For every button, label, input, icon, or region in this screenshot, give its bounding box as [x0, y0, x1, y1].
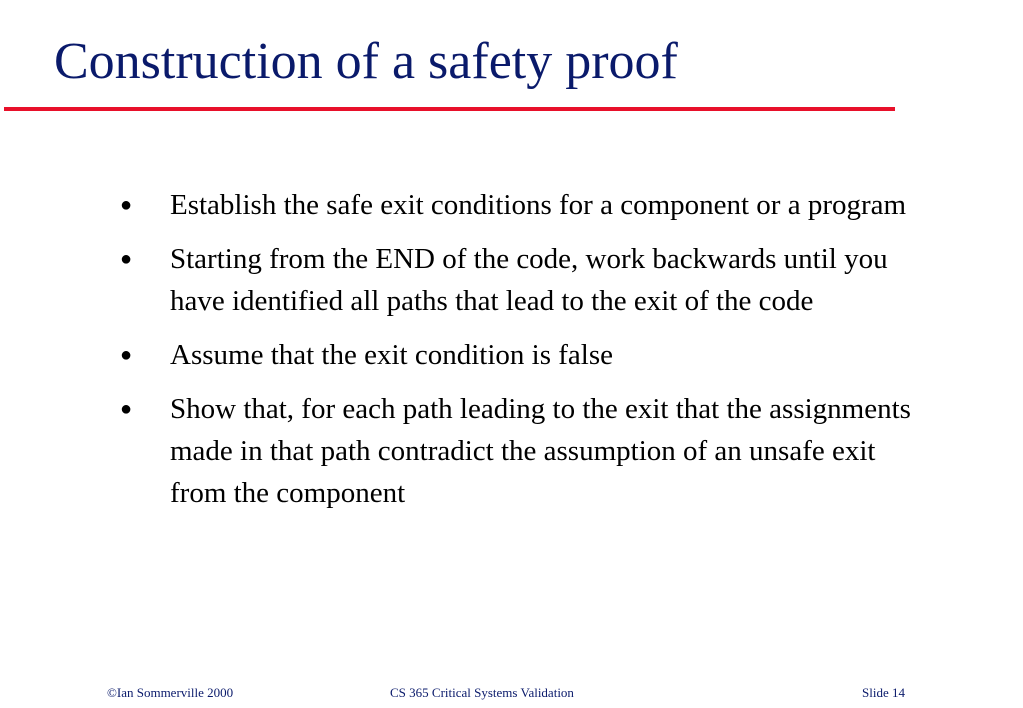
bullet-item	[120, 334, 920, 376]
bullet-item	[120, 184, 920, 226]
bullet-dot-icon: ●	[120, 344, 133, 366]
bullet-dot-icon: ●	[120, 398, 133, 420]
bullet-text: Starting from the END of the code, work backwards until you have identified all paths that lead to the exit of the code	[170, 243, 888, 317]
bullet-dot-icon: ●	[120, 248, 133, 270]
bullet-text: Establish the safe exit conditions for a component or a program	[170, 189, 907, 221]
bullet-list	[120, 184, 920, 526]
footer-copyright: ©Ian Sommerville 2000	[107, 685, 234, 700]
footer-slide-number: Slide 14	[862, 685, 905, 700]
bullet-text: Show that, for each path leading to the exit that the assignments made in that path contradict the assumption of an unsafe exit from the component	[170, 393, 911, 509]
footer-course: CS 365 Critical Systems Validation	[390, 685, 574, 700]
bullet-dot-icon: ●	[120, 194, 133, 216]
bullet-item	[120, 238, 920, 322]
title-underline	[4, 107, 895, 111]
bullet-item	[120, 388, 920, 514]
bullet-text: Assume that the exit condition is false	[170, 339, 613, 371]
slide-title: Construction of a safety proof	[54, 33, 678, 90]
